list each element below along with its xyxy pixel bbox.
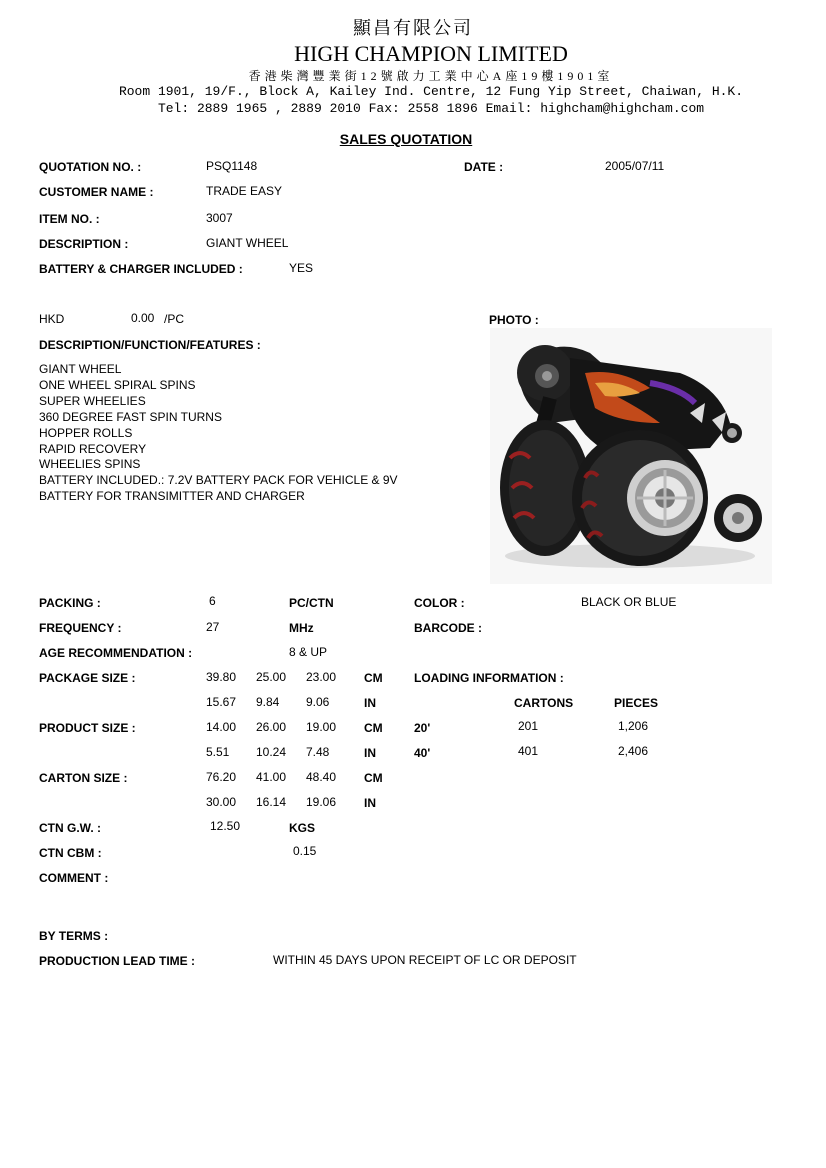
cartons-header: CARTONS xyxy=(514,696,574,710)
rc-car-illustration xyxy=(490,328,772,584)
photo-label: PHOTO : xyxy=(489,313,539,327)
unit-cm: CM xyxy=(364,671,383,685)
package-length-cm: 39.80 xyxy=(206,670,237,684)
battery-charger-value: YES xyxy=(289,261,314,275)
features-label: DESCRIPTION/FUNCTION/FEATURES : xyxy=(39,338,261,352)
cartons-40ft: 401 xyxy=(518,744,539,758)
by-terms-label: BY TERMS : xyxy=(39,929,109,943)
packing-unit: PC/CTN xyxy=(289,596,334,610)
barcode-label: BARCODE : xyxy=(414,621,482,635)
item-no-value: 3007 xyxy=(206,211,233,225)
package-width-cm: 25.00 xyxy=(256,670,287,684)
price-unit: /PC xyxy=(164,312,185,326)
color-label: COLOR : xyxy=(414,596,465,610)
product-length-in: 5.51 xyxy=(206,745,230,759)
feature-item: BATTERY INCLUDED.: 7.2V BATTERY PACK FOR VEHICLE & 9V xyxy=(39,473,398,488)
company-name: HIGH CHAMPION LIMITED xyxy=(294,41,568,66)
ctn-gross-weight-label: CTN G.W. : xyxy=(39,821,101,835)
item-no-label: ITEM NO. : xyxy=(39,212,100,226)
unit-in: IN xyxy=(364,696,376,710)
customer-name-label: CUSTOMER NAME : xyxy=(39,185,154,199)
date-label: DATE : xyxy=(464,160,504,174)
package-length-in: 15.67 xyxy=(206,695,237,709)
weight-unit: KGS xyxy=(289,821,316,835)
feature-item: BATTERY FOR TRANSIMITTER AND CHARGER xyxy=(39,489,305,504)
feature-item: GIANT WHEEL xyxy=(39,362,122,376)
unit-in: IN xyxy=(364,796,376,810)
contact-info: Tel: 2889 1965 , 2889 2010 Fax: 2558 1896 Email: highcham@highcham.com xyxy=(157,101,705,116)
product-length-cm: 14.00 xyxy=(206,720,237,734)
features-list xyxy=(39,362,398,505)
carton-height-cm: 48.40 xyxy=(306,770,337,784)
address: Room 1901, 19/F., Block A, Kailey Ind. Centre, 12 Fung Yip Street, Chaiwan, H.K. xyxy=(118,84,744,99)
customer-name-value: TRADE EASY xyxy=(206,184,283,198)
unit-in: IN xyxy=(364,746,376,760)
container-20ft: 20' xyxy=(414,721,431,735)
ctn-gross-weight-value: 12.50 xyxy=(210,819,241,833)
pieces-40ft: 2,406 xyxy=(618,744,649,758)
pieces-header: PIECES xyxy=(614,696,659,710)
company-name-chinese: 顯昌有限公司 xyxy=(353,18,473,38)
feature-item: SUPER WHEELIES xyxy=(39,393,146,408)
ctn-cbm-label: CTN CBM : xyxy=(39,846,102,860)
production-lead-time-value: WITHIN 45 DAYS UPON RECEIPT OF LC OR DEPOSIT xyxy=(273,953,577,967)
carton-width-cm: 41.00 xyxy=(256,770,287,784)
product-width-in: 10.24 xyxy=(256,745,287,759)
package-width-in: 9.84 xyxy=(256,695,280,709)
age-recommendation-label: AGE RECOMMENDATION : xyxy=(39,646,193,660)
loading-info-label: LOADING INFORMATION : xyxy=(414,671,564,685)
description-label: DESCRIPTION : xyxy=(39,237,129,251)
quotation-no-label: QUOTATION NO. : xyxy=(39,160,142,174)
unit-cm: CM xyxy=(364,721,383,735)
product-height-cm: 19.00 xyxy=(306,720,337,734)
date-value: 2005/07/11 xyxy=(605,159,665,173)
price-currency: HKD xyxy=(39,312,65,326)
product-size-label: PRODUCT SIZE : xyxy=(39,721,136,735)
packing-value: 6 xyxy=(209,594,216,608)
package-size-label: PACKAGE SIZE : xyxy=(39,671,136,685)
product-photo xyxy=(490,328,772,584)
packing-label: PACKING : xyxy=(39,596,101,610)
unit-cm: CM xyxy=(364,771,383,785)
frequency-value: 27 xyxy=(206,620,220,634)
cartons-20ft: 201 xyxy=(518,719,539,733)
feature-item: RAPID RECOVERY xyxy=(39,441,147,456)
document-title: SALES QUOTATION xyxy=(339,131,473,147)
feature-item: HOPPER ROLLS xyxy=(39,425,133,440)
price-amount: 0.00 xyxy=(131,311,155,325)
carton-length-in: 30.00 xyxy=(206,795,237,809)
pieces-20ft: 1,206 xyxy=(618,719,649,733)
product-width-cm: 26.00 xyxy=(256,720,287,734)
frequency-label: FREQUENCY : xyxy=(39,621,122,635)
product-height-in: 7.48 xyxy=(306,745,330,759)
carton-height-in: 19.06 xyxy=(306,795,337,809)
production-lead-time-label: PRODUCTION LEAD TIME : xyxy=(39,954,195,968)
battery-charger-label: BATTERY & CHARGER INCLUDED : xyxy=(39,262,243,276)
carton-size-label: CARTON SIZE : xyxy=(39,771,128,785)
description-value: GIANT WHEEL xyxy=(206,236,289,250)
package-height-cm: 23.00 xyxy=(306,670,337,684)
package-height-in: 9.06 xyxy=(306,695,330,709)
carton-length-cm: 76.20 xyxy=(206,770,237,784)
feature-item: ONE WHEEL SPIRAL SPINS xyxy=(39,377,196,392)
quotation-no-value: PSQ1148 xyxy=(206,159,258,173)
carton-width-in: 16.14 xyxy=(256,795,287,809)
feature-item: 360 DEGREE FAST SPIN TURNS xyxy=(39,409,222,424)
age-recommendation-value: 8 & UP xyxy=(289,645,328,659)
address-chinese: 香港柴灣豐業街12號啟力工業中心A座19樓1901室 xyxy=(248,69,614,83)
ctn-cbm-value: 0.15 xyxy=(293,844,317,858)
frequency-unit: MHz xyxy=(289,621,314,635)
feature-item: WHEELIES SPINS xyxy=(39,457,141,472)
color-value: BLACK OR BLUE xyxy=(581,595,677,609)
comment-label: COMMENT : xyxy=(39,871,109,885)
container-40ft: 40' xyxy=(414,746,431,760)
